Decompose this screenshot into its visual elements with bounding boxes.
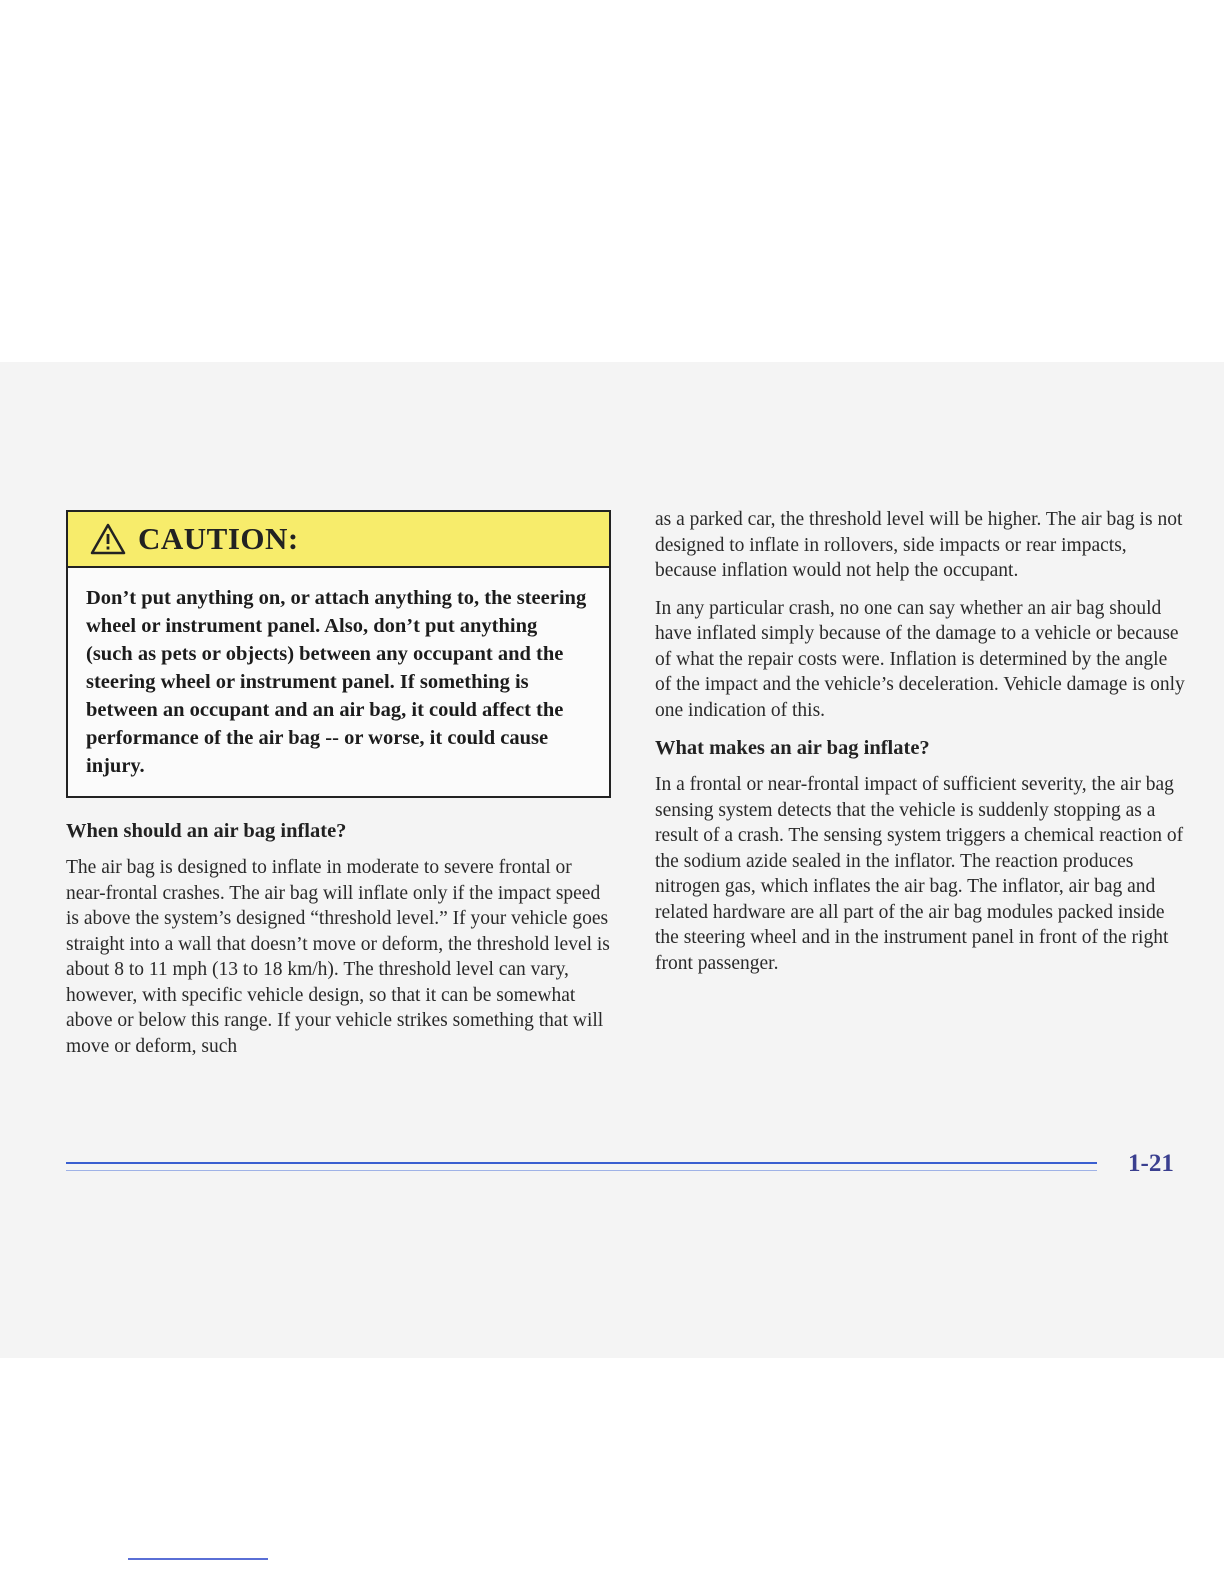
caution-title: CAUTION: <box>138 521 299 556</box>
right-column <box>655 507 1185 976</box>
caution-box <box>66 510 611 798</box>
left-column <box>66 510 611 1059</box>
section-heading-what-makes-inflate: What makes an air bag inflate? <box>655 737 930 759</box>
page-number: 1-21 <box>1128 1150 1174 1177</box>
warning-triangle-icon <box>90 523 126 555</box>
paragraph-inflation-threshold: The air bag is designed to inflate in moderate to severe frontal or near-frontal crashes. The air bag will inflate only if the impact speed is above the system’s designed “threshold level.” If your vehicle goes straight into a wall that doesn’t move or deform, the threshold level is about 8 to 11 mph (13 to 18 km/h). The threshold level can vary, however, with specific vehicle design, so that it can be somewhat above or below this range. If your vehicle strikes something that will move or deform, such <box>66 857 610 1057</box>
paragraph-damage-indication: In any particular crash, no one can say whether an air bag should have inflated simply because of the damage to a vehicle or because of what the repair costs were. Inflation is determined by the angle of the impact and the vehicle’s deceleration. Vehicle damage is only one indication of this. <box>655 597 1185 721</box>
bottom-divider <box>128 1558 268 1560</box>
paragraph-threshold-continued: as a parked car, the threshold level will be higher. The air bag is not designed to inflate in rollovers, side impacts or rear impacts, because inflation would not help the occupant. <box>655 509 1183 581</box>
page-panel <box>0 362 1224 1358</box>
footer-rule <box>66 1162 1097 1164</box>
footer-rule-secondary <box>66 1170 1097 1171</box>
section-heading-when-inflate: When should an air bag inflate? <box>66 820 347 842</box>
caution-header <box>68 512 609 568</box>
caution-text: Don’t put anything on, or attach anything to, the steering wheel or instrument panel. Also, don’t put anything (such as pets or objects) between any occupant and the steering wheel or instrument panel. If something is between an occupant and an air bag, it could affect the performance of the air bag -- or worse, it could cause injury. <box>86 587 587 777</box>
paragraph-inflation-mechanism: In a frontal or near-frontal impact of sufficient severity, the air bag sensing system detects that the vehicle is suddenly stopping as a result of a crash. The sensing system triggers a chemical reaction of the sodium azide sealed in the inflator. The reaction produces nitrogen gas, which inflates the air bag. The inflator, air bag and related hardware are all part of the air bag modules packed inside the steering wheel and in the instrument panel in front of the right front passenger. <box>655 774 1184 974</box>
